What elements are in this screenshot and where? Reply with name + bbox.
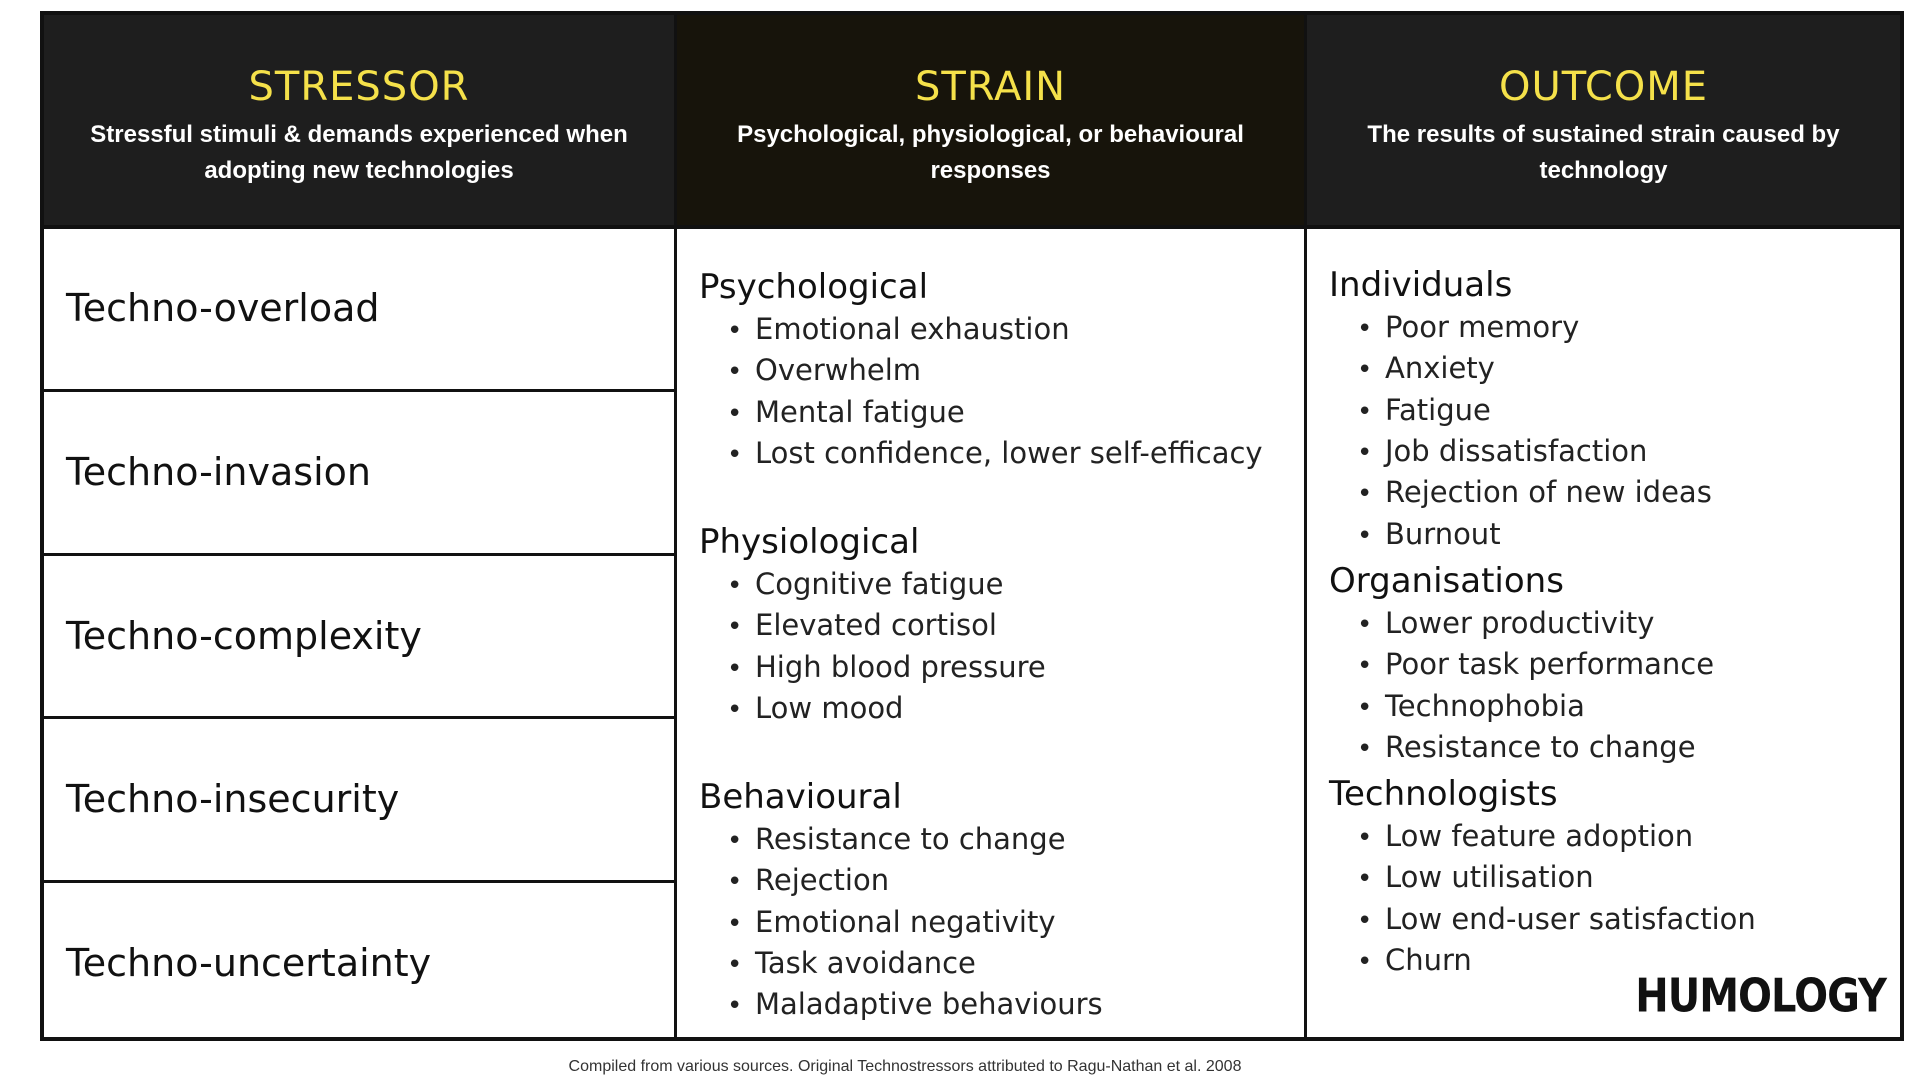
outcome-column bbox=[1304, 15, 1900, 1037]
list-item bbox=[1357, 433, 1647, 471]
list-item bbox=[1357, 729, 1696, 767]
strain-description: Psychological, physiological, or behavioural responses bbox=[737, 121, 1244, 184]
bullet-icon: • bbox=[727, 357, 743, 388]
outcome-description: The results of sustained strain caused by technology bbox=[1367, 121, 1840, 184]
list-item-text: Emotional exhaustion bbox=[755, 312, 1070, 346]
list-item bbox=[1357, 474, 1712, 512]
bullet-icon: • bbox=[1357, 437, 1373, 468]
group-title: Behavioural bbox=[699, 777, 902, 817]
stressor-cell bbox=[44, 880, 674, 1043]
stressor-cell bbox=[44, 389, 674, 552]
list-item bbox=[1357, 942, 1472, 980]
bullet-icon: • bbox=[1357, 355, 1373, 386]
list-item-text: Burnout bbox=[1385, 516, 1501, 551]
list-item bbox=[1357, 901, 1756, 939]
bullet-icon: • bbox=[727, 398, 743, 429]
list-item bbox=[727, 311, 1070, 349]
bullet-icon: • bbox=[1357, 692, 1373, 723]
list-item bbox=[1357, 392, 1491, 430]
list-item-text: Churn bbox=[1385, 942, 1472, 977]
bullet-icon: • bbox=[1357, 733, 1373, 764]
list-item bbox=[727, 690, 903, 728]
strain-title: STRAIN bbox=[914, 64, 1067, 110]
list-item bbox=[1357, 516, 1501, 554]
humology-logo: HUMOLOGY bbox=[1635, 970, 1886, 1023]
list-item bbox=[727, 394, 965, 432]
list-item-text: Resistance to change bbox=[755, 822, 1066, 856]
bullet-icon: • bbox=[1357, 905, 1373, 936]
list-item-text: Mental fatigue bbox=[755, 394, 965, 429]
list-item bbox=[727, 352, 921, 390]
bullet-icon: • bbox=[727, 653, 743, 684]
bullet-icon: • bbox=[727, 316, 743, 346]
bullet-icon: • bbox=[727, 826, 743, 856]
strain-body bbox=[677, 229, 1304, 1037]
list-item-text: Low utilisation bbox=[1385, 860, 1594, 895]
list-item bbox=[727, 649, 1046, 687]
list-item-text: Job dissatisfaction bbox=[1385, 433, 1648, 468]
stressor-label: Techno-overload bbox=[66, 285, 380, 330]
bullet-icon: • bbox=[1357, 520, 1373, 551]
group-title: Organisations bbox=[1329, 561, 1564, 601]
list-item-text: High blood pressure bbox=[755, 649, 1046, 684]
stressor-title: STRESSOR bbox=[248, 64, 470, 110]
list-item bbox=[727, 945, 976, 983]
list-item bbox=[1357, 688, 1585, 726]
strain-column bbox=[674, 15, 1304, 1037]
list-item bbox=[1357, 859, 1594, 897]
list-item-text: Anxiety bbox=[1385, 351, 1495, 386]
outcome-body bbox=[1307, 229, 1900, 1037]
bullet-icon: • bbox=[1357, 314, 1373, 344]
list-item-text: Resistance to change bbox=[1385, 729, 1696, 764]
list-item bbox=[727, 435, 1263, 473]
bullet-icon: • bbox=[1357, 864, 1373, 895]
footnote: Compiled from various sources. Original Technostressors attributed to Ragu-Nathan et al. 2008 bbox=[568, 1058, 1242, 1075]
bullet-icon: • bbox=[1357, 651, 1373, 682]
stressor-description: Stressful stimuli & demands experienced when adopting new technologies bbox=[90, 121, 628, 184]
bullet-icon: • bbox=[1357, 946, 1373, 977]
stressor-header bbox=[44, 15, 674, 229]
list-item-text: Maladaptive behaviours bbox=[755, 987, 1103, 1022]
group-title: Psychological bbox=[699, 267, 929, 307]
list-item bbox=[727, 566, 1004, 604]
strain-header bbox=[677, 15, 1304, 229]
stressor-label: Techno-complexity bbox=[66, 613, 422, 658]
bullet-icon: • bbox=[1357, 479, 1373, 510]
stressor-label: Techno-uncertainty bbox=[66, 940, 432, 985]
list-item bbox=[1357, 818, 1693, 856]
bullet-icon: • bbox=[1357, 823, 1373, 853]
bullet-icon: • bbox=[727, 571, 743, 601]
group-title: Individuals bbox=[1329, 265, 1513, 305]
bullet-icon: • bbox=[727, 867, 743, 898]
list-item bbox=[727, 862, 889, 900]
group-title: Technologists bbox=[1329, 774, 1558, 814]
bullet-icon: • bbox=[727, 694, 743, 725]
bullet-icon: • bbox=[1357, 396, 1373, 427]
list-item bbox=[1357, 309, 1579, 347]
bullet-icon: • bbox=[1357, 610, 1373, 640]
list-item bbox=[1357, 350, 1495, 388]
list-item-text: Lower productivity bbox=[1385, 606, 1655, 640]
list-item-text: Rejection of new ideas bbox=[1385, 475, 1712, 510]
list-item-text: Lost confidence, lower self-efficacy bbox=[755, 435, 1263, 470]
bullet-icon: • bbox=[727, 908, 743, 939]
list-item-text: Fatigue bbox=[1385, 392, 1491, 427]
group-title: Physiological bbox=[699, 522, 920, 562]
list-item-text: Low mood bbox=[755, 690, 904, 725]
outcome-header bbox=[1307, 15, 1900, 229]
list-item-text: Poor task performance bbox=[1385, 647, 1715, 682]
stressor-cell bbox=[44, 553, 674, 716]
stressor-cell bbox=[44, 226, 674, 389]
list-item-text: Overwhelm bbox=[755, 353, 921, 388]
stressor-label: Techno-invasion bbox=[66, 450, 371, 495]
outcome-title: OUTCOME bbox=[1498, 64, 1709, 110]
list-item bbox=[1357, 646, 1714, 684]
list-item bbox=[727, 607, 997, 645]
list-item bbox=[727, 986, 1103, 1024]
list-item-text: Technophobia bbox=[1385, 688, 1585, 723]
list-item-text: Cognitive fatigue bbox=[755, 567, 1004, 601]
list-item bbox=[727, 904, 1056, 942]
list-item-text: Low feature adoption bbox=[1385, 819, 1694, 853]
list-item-text: Task avoidance bbox=[755, 945, 976, 980]
bullet-icon: • bbox=[727, 991, 743, 1022]
stressor-column bbox=[44, 15, 674, 1037]
list-item-text: Rejection bbox=[755, 863, 890, 898]
stressor-label: Techno-insecurity bbox=[66, 777, 400, 822]
stressor-cell bbox=[44, 716, 674, 879]
list-item bbox=[727, 821, 1066, 859]
list-item-text: Emotional negativity bbox=[755, 904, 1056, 939]
bullet-icon: • bbox=[727, 439, 743, 470]
list-item bbox=[1357, 605, 1654, 643]
bullet-icon: • bbox=[727, 612, 743, 643]
bullet-icon: • bbox=[727, 949, 743, 980]
technostress-table bbox=[40, 11, 1904, 1041]
list-item-text: Poor memory bbox=[1385, 310, 1580, 344]
list-item-text: Low end-user satisfaction bbox=[1385, 901, 1756, 936]
list-item-text: Elevated cortisol bbox=[755, 608, 997, 643]
